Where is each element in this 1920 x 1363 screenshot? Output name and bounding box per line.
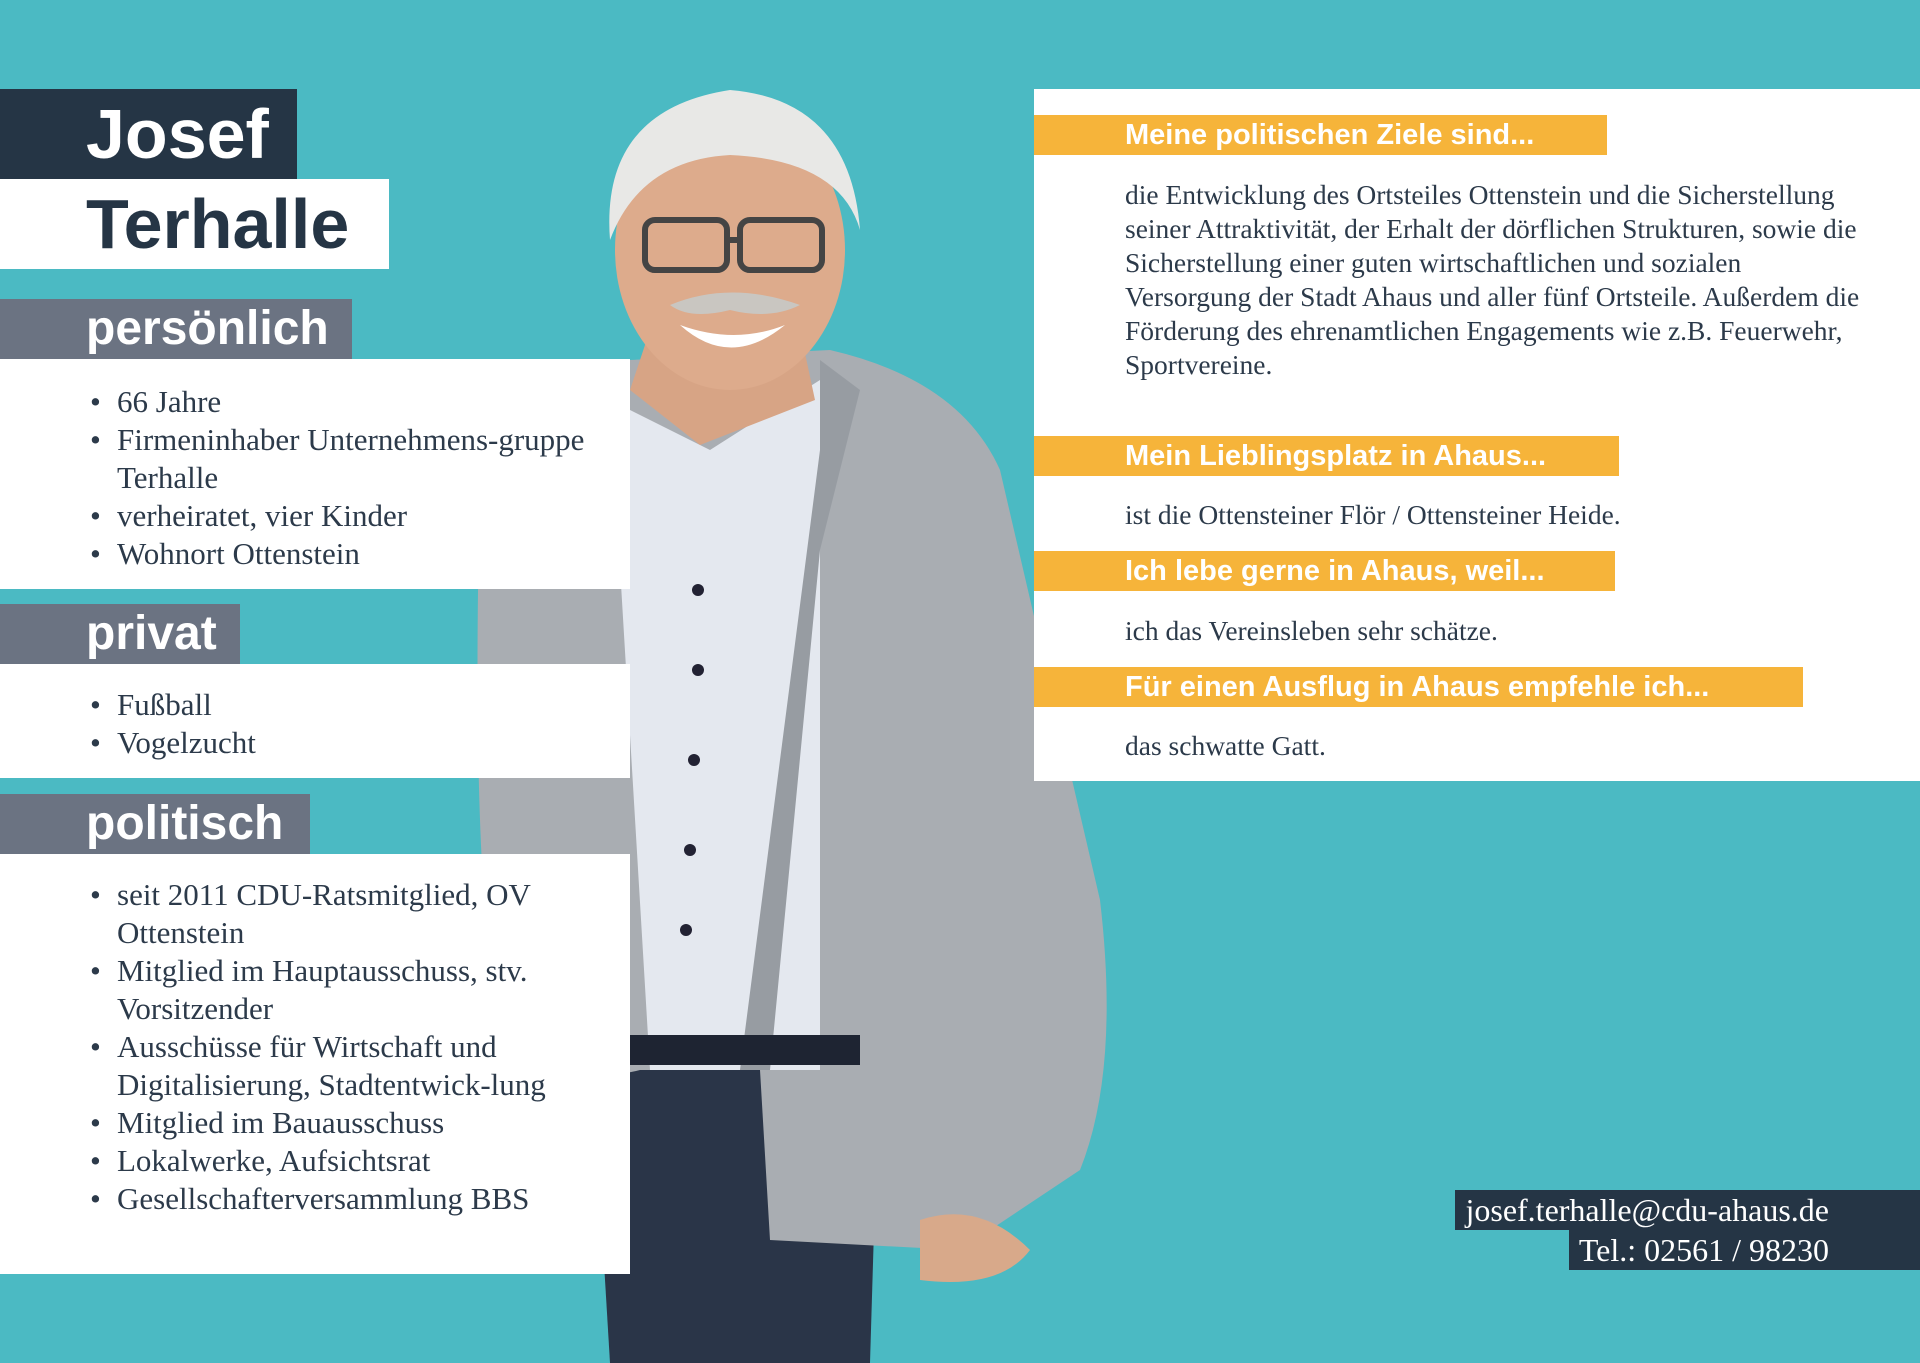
list-item: • Mitglied im Bauausschuss	[90, 1104, 610, 1142]
last-name: Terhalle	[0, 179, 389, 269]
list-item: • 66 Jahre	[90, 383, 610, 421]
question-answer: die Entwicklung des Ortsteiles Ottenstein und die Sicherstellung seiner Attraktivität, der Erhalt der dörflichen Strukturen, sowie die Sicherstellung einer guten wirtschaftlichen und sozialen Versorgung der Stadt Ahaus und aller fünf Ortsteile. Außerdem die Förderung des ehrenamtlichen Engagements wie z.B. Feuerwehr, Sportvereine.	[1125, 179, 1860, 380]
list-item: • Firmeninhaber Unternehmens-gruppe Terhalle	[90, 421, 610, 497]
section-persoenlich-title: persönlich	[0, 299, 352, 359]
section-persoenlich	[0, 359, 630, 589]
section-privat-title: privat	[0, 604, 240, 664]
question-heading: Ich lebe gerne in Ahaus, weil...	[1034, 551, 1615, 591]
question-heading: Meine politischen Ziele sind...	[1034, 115, 1607, 155]
list-item: • Mitglied im Hauptausschuss, stv. Vorsitzender	[90, 952, 610, 1028]
question-heading: Mein Lieblingsplatz in Ahaus...	[1034, 436, 1619, 476]
first-name: Josef	[0, 89, 297, 179]
section-politisch-title: politisch	[0, 794, 310, 854]
contact-email[interactable]: josef.terhalle@cdu-ahaus.de	[1455, 1190, 1920, 1230]
list-item: • Gesellschafterversammlung BBS	[90, 1180, 610, 1218]
list-item: • Vogelzucht	[90, 724, 610, 762]
list-item: • Fußball	[90, 686, 610, 724]
list-item: • Ausschüsse für Wirtschaft und Digitalisierung, Stadtentwick-lung	[90, 1028, 610, 1104]
question-answer: ich das Vereinsleben sehr schätze.	[1125, 615, 1498, 646]
question-answer: ist die Ottensteiner Flör / Ottensteiner Heide.	[1125, 499, 1621, 530]
list-item: • verheiratet, vier Kinder	[90, 497, 610, 535]
list-item: • Lokalwerke, Aufsichtsrat	[90, 1142, 610, 1180]
section-politisch	[0, 854, 630, 1274]
contact-phone: Tel.: 02561 / 98230	[1569, 1230, 1920, 1270]
list-item: • seit 2011 CDU-Ratsmitglied, OV Ottenstein	[90, 876, 610, 952]
question-answer: das schwatte Gatt.	[1125, 730, 1326, 761]
question-heading: Für einen Ausflug in Ahaus empfehle ich...	[1034, 667, 1803, 707]
section-privat	[0, 664, 630, 778]
list-item: • Wohnort Ottenstein	[90, 535, 610, 573]
